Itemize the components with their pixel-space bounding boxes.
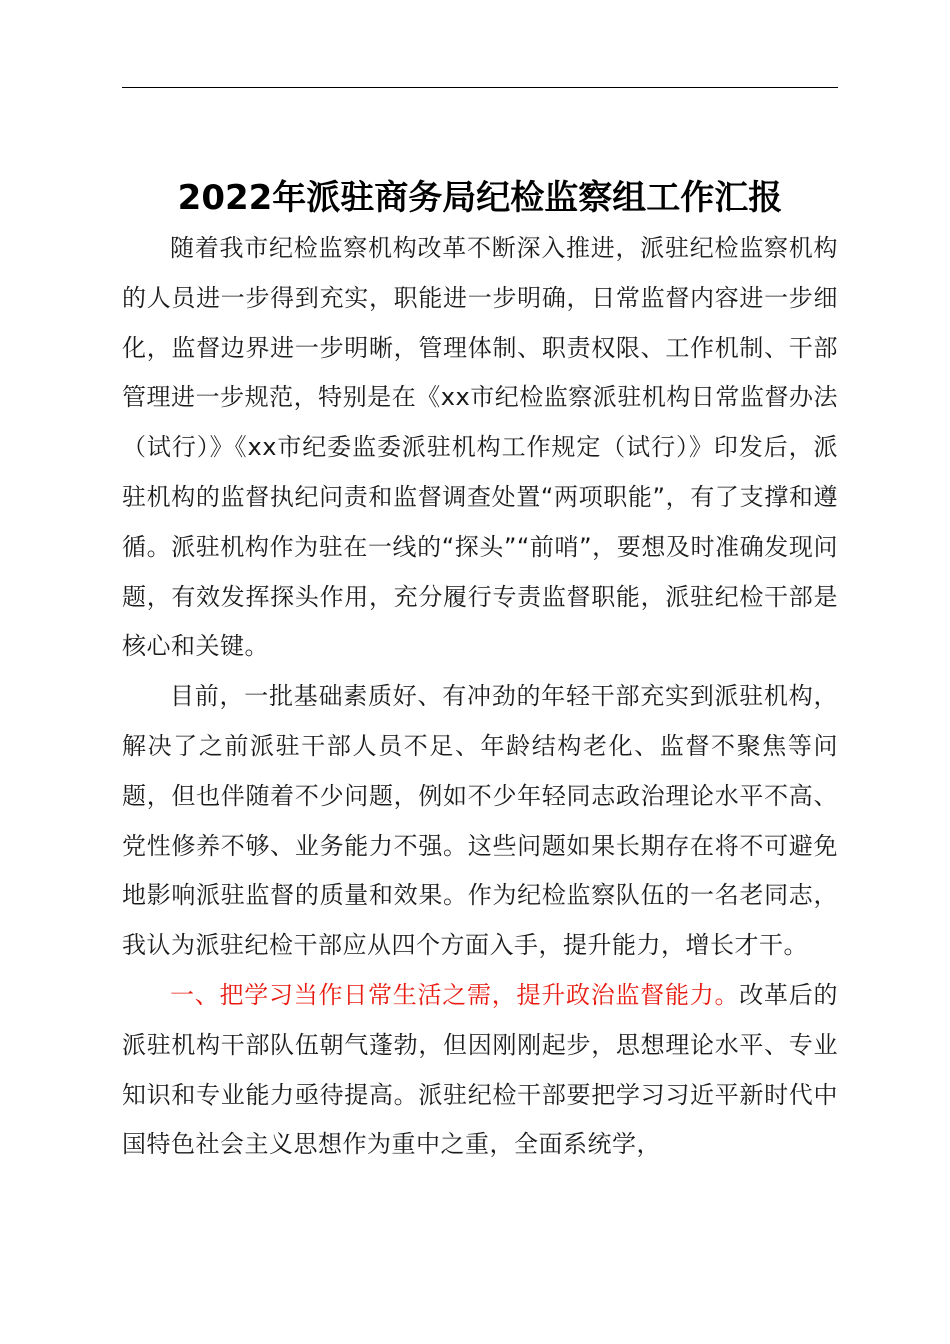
top-divider: [122, 87, 838, 88]
paragraph-1: 随着我市纪检监察机构改革不断深入推进，派驻纪检监察机构的人员进一步得到充实，职能进一步明确，日常监督内容进一步细化，监督边界进一步明晰，管理体制、职责权限、工作机制、干部管理进一步规范，特别是在《xx市纪检监察派驻机构日常监督办法（试行）》《xx市纪委监委派驻机构工作规定（试行）》印发后，派驻机构的监督执纪问责和监督调查处置“两项职能”，有了支撑和遵循。派驻机构作为驻在一线的“探头”“前哨”，要想及时准确发现问题，有效发挥探头作用，充分履行专责监督职能，派驻纪检干部是核心和关键。: [122, 234, 838, 661]
document-title: 2022年派驻商务局纪检监察组工作汇报: [177, 177, 783, 218]
paragraph-3: [122, 971, 838, 1170]
paragraph-3-text: 改革后的派驻机构干部队伍朝气蓬勃，但因刚刚起步，思想理论水平、专业知识和专业能力亟待提高。派驻纪检干部要把学习习近平新时代中国特色社会主义思想作为重中之重，全面系统学，: [122, 980, 838, 1159]
paragraph-2: 目前，一批基础素质好、有冲劲的年轻干部充实到派驻机构，解决了之前派驻干部人员不足、年龄结构老化、监督不聚焦等问题，但也伴随着不少问题，例如不少年轻同志政治理论水平不高、党性修养不够、业务能力不强。这些问题如果长期存在将不可避免地影响派驻监督的质量和效果。作为纪检监察队伍的一名老同志，我认为派驻纪检干部应从四个方面入手，提升能力，增长才干。: [122, 682, 838, 960]
section-heading-1: 一、把学习当作日常生活之需，提升政治监督能力。: [170, 980, 740, 1009]
document-body: [122, 224, 838, 1170]
